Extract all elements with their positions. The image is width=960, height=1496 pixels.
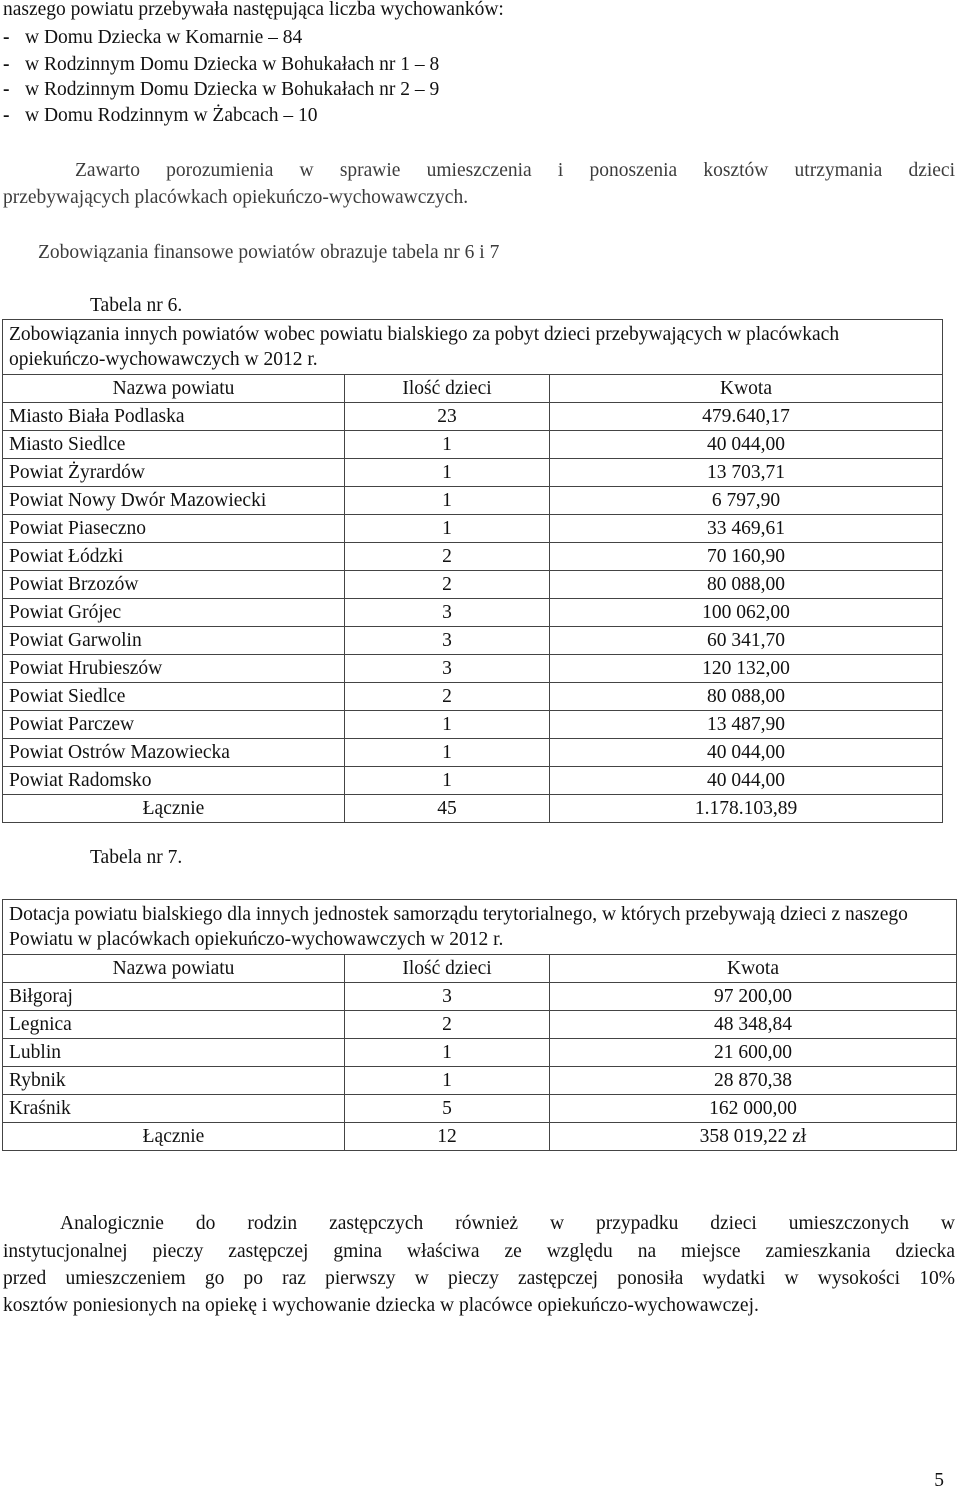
cell-name: Powiat Nowy Dwór Mazowiecki: [3, 487, 345, 515]
bullet-text: w Domu Rodzinnym w Żabcach – 10: [25, 105, 318, 126]
bullet-text: w Rodzinnym Domu Dziecka w Bohukałach nr 2 – 9: [25, 79, 440, 100]
cell-name: Powiat Ostrów Mazowiecka: [3, 739, 345, 767]
cell-count: 1: [345, 431, 550, 459]
table-row: [3, 459, 943, 487]
table-row: [3, 627, 943, 655]
cell-name: Powiat Parczew: [3, 711, 345, 739]
cell-count: 3: [345, 599, 550, 627]
column-header-name: Nazwa powiatu: [3, 375, 345, 403]
table6-caption: Zobowiązania innych powiatów wobec powiatu bialskiego za pobyt dzieci przebywających w placówkach opiekuńczo-wychowawczych w 2012 r.: [3, 320, 943, 375]
closing-paragraph-line4: kosztów poniesionych na opiekę i wychowanie dziecka w placówce opiekuńczo-wychowawczej.: [3, 1295, 759, 1316]
cell-name: Powiat Siedlce: [3, 683, 345, 711]
cell-amount: 33 469,61: [550, 515, 943, 543]
cell-name: Powiat Garwolin: [3, 627, 345, 655]
cell-count: 2: [345, 543, 550, 571]
cell-amount: 80 088,00: [550, 683, 943, 711]
cell-amount: 80 088,00: [550, 571, 943, 599]
bullet-marker: -: [3, 27, 10, 48]
bullet-item: [3, 51, 439, 79]
table7-caption: Dotacja powiatu bialskiego dla innych jednostek samorządu terytorialnego, w których przebywają dzieci z naszego Powiatu w placówkach opiekuńczo-wychowawczych w 2012 r.: [3, 900, 957, 955]
cell-count: 1: [345, 1039, 550, 1067]
cell-name: Lublin: [3, 1039, 345, 1067]
cell-amount: 40 044,00: [550, 767, 943, 795]
cell-name: Powiat Piaseczno: [3, 515, 345, 543]
column-header-amount: Kwota: [550, 375, 943, 403]
cell-name: Powiat Żyrardów: [3, 459, 345, 487]
total-count: 45: [345, 795, 550, 823]
total-amount: 1.178.103,89: [550, 795, 943, 823]
column-header-name: Nazwa powiatu: [3, 955, 345, 983]
column-header-amount: Kwota: [550, 955, 957, 983]
table-row: [3, 739, 943, 767]
paragraph-obligations: Zobowiązania finansowe powiatów obrazuje tabela nr 6 i 7: [38, 242, 500, 263]
cell-count: 1: [345, 711, 550, 739]
column-header-count: Ilość dzieci: [345, 955, 550, 983]
total-label: Łącznie: [3, 795, 345, 823]
paragraph-agreements-line2: przebywających placówkach opiekuńczo-wychowawczych.: [3, 187, 469, 208]
cell-amount: 40 044,00: [550, 431, 943, 459]
table-row: [3, 515, 943, 543]
bullet-text: w Rodzinnym Domu Dziecka w Bohukałach nr 1 – 8: [25, 54, 440, 75]
table6-total-row: [3, 795, 943, 823]
bullet-marker: -: [3, 105, 10, 126]
table6: [2, 319, 943, 823]
cell-count: 3: [345, 983, 550, 1011]
table7-total-row: [3, 1123, 957, 1151]
cell-count: 3: [345, 627, 550, 655]
closing-paragraph-line3: przed umieszczeniem go po raz pierwszy w pieczy zastępczej ponosiła wydatki w wysokości 10%: [3, 1268, 955, 1289]
bullet-item: [3, 102, 317, 130]
cell-count: 1: [345, 1067, 550, 1095]
cell-amount: 40 044,00: [550, 739, 943, 767]
table-row: [3, 599, 943, 627]
cell-name: Biłgoraj: [3, 983, 345, 1011]
table-row: [3, 1039, 957, 1067]
cell-name: Powiat Radomsko: [3, 767, 345, 795]
cell-name: Powiat Łódzki: [3, 543, 345, 571]
cell-amount: 100 062,00: [550, 599, 943, 627]
intro-lead: naszego powiatu przebywała następująca liczba wychowanków:: [3, 0, 504, 20]
cell-amount: 120 132,00: [550, 655, 943, 683]
cell-count: 1: [345, 515, 550, 543]
table-row: [3, 403, 943, 431]
total-count: 12: [345, 1123, 550, 1151]
table-row: [3, 1095, 957, 1123]
cell-count: 1: [345, 767, 550, 795]
cell-amount: 21 600,00: [550, 1039, 957, 1067]
cell-name: Powiat Grójec: [3, 599, 345, 627]
cell-amount: 6 797,90: [550, 487, 943, 515]
bullet-marker: -: [3, 79, 10, 100]
bullet-text: w Domu Dziecka w Komarnie – 84: [25, 27, 303, 48]
table7: [2, 899, 957, 1151]
table-row: [3, 431, 943, 459]
cell-count: 2: [345, 683, 550, 711]
bullet-item: [3, 24, 302, 52]
closing-paragraph-line2: instytucjonalnej pieczy zastępczej gmina właściwa ze względu na miejsce zamieszkania dziecka: [3, 1241, 955, 1262]
cell-amount: 13 487,90: [550, 711, 943, 739]
cell-name: Legnica: [3, 1011, 345, 1039]
cell-amount: 479.640,17: [550, 403, 943, 431]
table-row: [3, 711, 943, 739]
table-row: [3, 655, 943, 683]
table-row: [3, 767, 943, 795]
table-row: [3, 1011, 957, 1039]
table-row: [3, 1067, 957, 1095]
cell-name: Miasto Biała Podlaska: [3, 403, 345, 431]
cell-amount: 97 200,00: [550, 983, 957, 1011]
paragraph-agreements-line1: Zawarto porozumienia w sprawie umieszczenia i ponoszenia kosztów utrzymania dzieci: [75, 160, 955, 181]
column-header-count: Ilość dzieci: [345, 375, 550, 403]
cell-count: 1: [345, 739, 550, 767]
cell-name: Rybnik: [3, 1067, 345, 1095]
table-row: [3, 487, 943, 515]
table7-label: Tabela nr 7.: [90, 847, 183, 868]
bullet-marker: -: [3, 54, 10, 75]
table7-header-row: [3, 955, 957, 983]
total-label: Łącznie: [3, 1123, 345, 1151]
cell-count: 1: [345, 487, 550, 515]
table-row: [3, 571, 943, 599]
cell-count: 2: [345, 571, 550, 599]
cell-name: Powiat Hrubieszów: [3, 655, 345, 683]
cell-name: Powiat Brzozów: [3, 571, 345, 599]
table7-caption-row: [3, 900, 957, 955]
cell-count: 23: [345, 403, 550, 431]
table6-label: Tabela nr 6.: [90, 295, 183, 316]
table-row: [3, 683, 943, 711]
cell-amount: 162 000,00: [550, 1095, 957, 1123]
cell-count: 1: [345, 459, 550, 487]
table6-header-row: [3, 375, 943, 403]
cell-amount: 13 703,71: [550, 459, 943, 487]
cell-amount: 28 870,38: [550, 1067, 957, 1095]
table-row: [3, 543, 943, 571]
cell-count: 3: [345, 655, 550, 683]
cell-name: Kraśnik: [3, 1095, 345, 1123]
total-amount: 358 019,22 zł: [550, 1123, 957, 1151]
table-row: [3, 983, 957, 1011]
table6-caption-row: [3, 320, 943, 375]
bullet-item: [3, 76, 439, 104]
closing-paragraph-line1: Analogicznie do rodzin zastępczych również w przypadku dzieci umieszczonych w: [60, 1213, 955, 1234]
cell-amount: 70 160,90: [550, 543, 943, 571]
cell-count: 5: [345, 1095, 550, 1123]
page-number: 5: [934, 1470, 944, 1491]
cell-name: Miasto Siedlce: [3, 431, 345, 459]
cell-amount: 60 341,70: [550, 627, 943, 655]
cell-amount: 48 348,84: [550, 1011, 957, 1039]
cell-count: 2: [345, 1011, 550, 1039]
